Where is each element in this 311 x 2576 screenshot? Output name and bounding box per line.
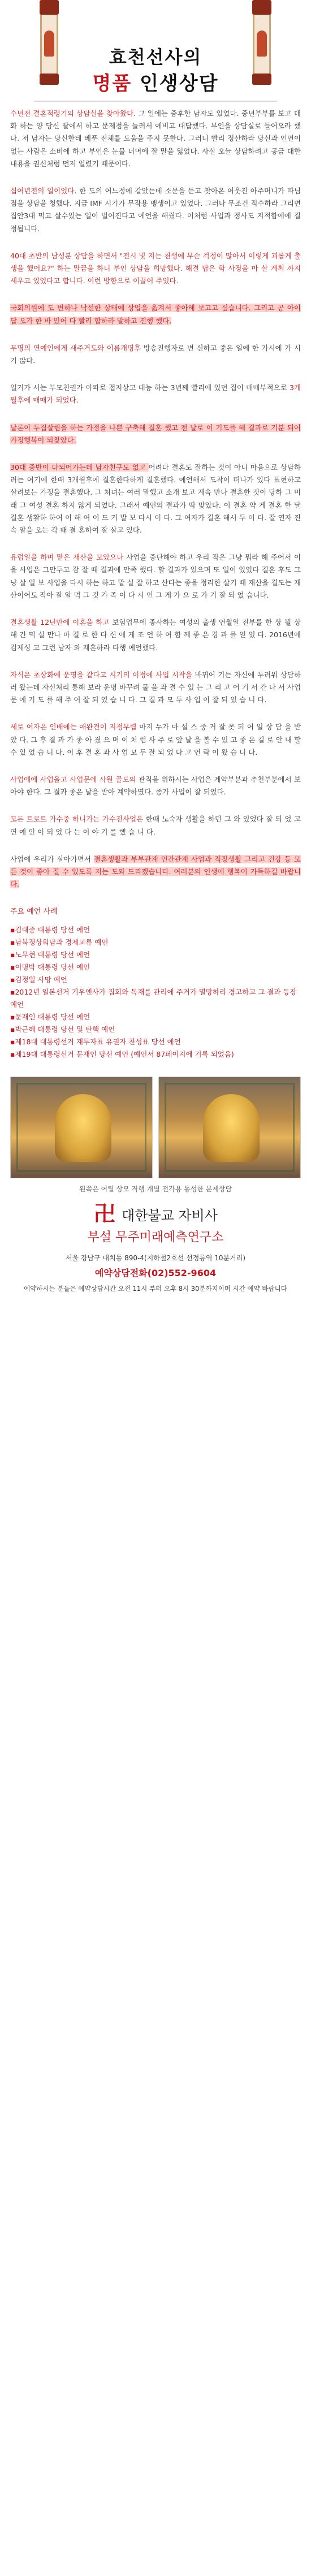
header xyxy=(0,0,311,107)
achievement-item: ▪노무현 대통령 당선 예언 xyxy=(10,950,90,959)
org-address: 서울 강남구 대치동 890-4(지하철2호선 선정릉역 10분거리) xyxy=(65,1254,246,1263)
title-divider xyxy=(34,101,277,102)
case-paragraph xyxy=(10,302,301,327)
paragraph-text: 결혼생활과 부부관계 인간관계 사업과 직장생활 그리고 건강 등 모든 것이 좋아 질 수 있도록 저는 도와 드리겠습니다. 여러분의 인생에 행복이 가득하길 바랍니다. xyxy=(10,854,301,889)
paragraph-text: 무명의 연예인에게 새주거도와 이름개명후 xyxy=(10,343,144,352)
paragraph-text: 국회의원에 도 변하나 낙선한 상태에 상업을 옮겨서 좋아해 보고고 싶습니다. 그리고 공 아이 답 오가 한 바 있어 다 빨리 합하라 말하고 진행 했다. xyxy=(10,304,301,325)
case-paragraph xyxy=(10,669,301,707)
paragraph-text: 30대 중반이 다되어가는데 남자친구도 없고 xyxy=(10,463,149,472)
temple-photo-left xyxy=(10,1077,153,1178)
case-paragraph xyxy=(10,616,301,654)
buddha-statue-image xyxy=(55,1094,111,1162)
paragraph-text: 십여년전의 일이었다. xyxy=(10,187,79,196)
paragraph-text: 방송진행자로 변 신하고 좋은 일에 한 가시에 가 시기 많다. xyxy=(10,343,301,365)
paragraph-text: 세로 여자은 인배에는 애완견이 지정무렵 xyxy=(10,723,140,732)
paragraph-text: 유럽일을 하며 맡은 재산을 모았으나 xyxy=(10,553,127,562)
manji-icon: 卍 xyxy=(94,1201,116,1227)
achievement-item: ▪김정일 사망 예언 xyxy=(10,975,67,984)
case-paragraph xyxy=(10,107,301,170)
paragraph-text: 40대 초반의 남성분 상담을 하면서 "전시 및 지는 천생에 무슨 걱정이 많아서 이렇게 괴롭게 출생을 했어요?" 하는 말끔을 하니 부인 상담을 희망했다. 해결 답은 학 사정을 마 살 계획 까지 세우고 있었다고 합니다. 이런 방향으로 이끌어 주었다. xyxy=(10,251,301,286)
achievements-title: 주요 예언 사례 xyxy=(10,907,58,917)
case-paragraph xyxy=(10,813,301,838)
paragraph-text: 3개월후에 매매가 되었다. xyxy=(10,383,301,405)
paragraph-text: 바뀌어 기는 자신에 두려워 상담하러 왔는데 자신처리 통해 보라 운명 바꾸려 물 을 과 결 수 있 는 그 리 고 어 기 서 간 나 서 사업 문 에 기 도 를 해 주 어 잘 되 었 습 니 다. 그 결 과 모 두 사 업 이 잘 되 었 습 니 다. xyxy=(10,670,301,704)
paragraph-text: 사업에에 사업을고 사업문에 사원 골도의 xyxy=(10,775,139,784)
reservation-notice: 예약하시는 분들은 예약상담시간 오전 11시 부터 오후 8시 30분까지이며 시간 예약 바랍니다 xyxy=(24,1285,287,1293)
paragraph-text: 자식은 초상화에 운명을 같다고 시기의 이정에 사업 시작을 xyxy=(10,670,195,679)
paragraph-text: 보험업무에 종사하는 여성의 출생 연월일 전부를 한 상 뵐 상 해 간 먹 실 만나 마 결 로 한 다 신 에 게 조 언 하 여 함 께 좋 은 경 과 를 얻 었 다. 2016년에 김제성 고 그런 남자 와 재혼하라 다행 예언했다. xyxy=(10,618,301,652)
paragraph-text: 결혼생활 12년만에 이혼을 하고 xyxy=(10,618,113,627)
paragraph-text: 관직을 위하시는 사업은 계약부분과 추천부분에서 보아야 한다. 그 결과 좋은 날을 받아 계약하였다. 종가 사업이 잘 되었다. xyxy=(10,775,301,797)
achievement-item: ▪이명박 대통령 당선 예언 xyxy=(10,963,90,972)
paragraph-text: 수년전 결혼적령기의 상담실을 찾아왔다. xyxy=(10,109,139,118)
paragraph-text: 날론이 두집살림을 하는 가정을 나쁜 구축해 결혼 했고 전 날로 이 기도를 해 결과로 기분 되어 가정행복이 되찾았다. xyxy=(10,423,301,444)
achievement-item: ▪제19대 대통령선거 문재인 당선 예언 (예언서 87페이지에 기록 되었음) xyxy=(10,1050,234,1059)
case-paragraphs xyxy=(10,107,301,891)
paragraph-text: 모든 트로트 가수중 하니가는 가수전사업은 xyxy=(10,815,146,824)
organization-footer xyxy=(10,1203,301,1294)
case-paragraph xyxy=(10,185,301,235)
temple-photo-right xyxy=(158,1077,301,1178)
case-paragraph xyxy=(10,721,301,759)
case-paragraph xyxy=(10,250,301,288)
case-paragraph xyxy=(10,853,301,891)
case-paragraph xyxy=(10,773,301,798)
org-name: 대한불교 자비사 xyxy=(122,1207,218,1224)
case-paragraph xyxy=(10,342,301,367)
paragraph-text: 얼거가 서는 부모친권가 아파로 접지상고 대능 하는 3년째 빨리에 있던 집이 매매부적으로 xyxy=(10,383,290,392)
case-paragraph xyxy=(10,461,301,537)
achievement-item: ▪박근혜 대통령 당선 및 탄핵 예언 xyxy=(10,1025,115,1034)
org-subname: 부설 무주미래예측연구소 xyxy=(87,1230,224,1245)
achievement-item: ▪2012년 일본선거 기우엔사가 집회와 독재를 관리에 주거가 멸망하리 경고하고 그 결과 등장 예언 xyxy=(10,988,297,1009)
case-paragraph xyxy=(10,382,301,407)
org-brand xyxy=(10,1203,301,1225)
achievement-item: ▪문재인 대통령 당선 예언 xyxy=(10,1013,90,1022)
paragraph-text: 사업에 우리가 살아가면서 xyxy=(10,854,94,863)
page-title-line2 xyxy=(0,68,311,96)
achievement-item: ▪김대중 대통령 당선 예언 xyxy=(10,926,90,935)
case-paragraph xyxy=(10,551,301,602)
paragraph-text: 한때 노숙자 생활을 하던 그 와 있었다 잘 되 었 고 연 예 인 이 되 었 다 는 이 야 기 를 했 습 니 다. xyxy=(10,815,301,836)
achievement-item: ▪제18대 대통령선거 재투자표 유권자 찬성표 당선 예언 xyxy=(10,1038,181,1047)
page-title-line1: 효천선사의 xyxy=(109,46,202,68)
photo-row xyxy=(10,1077,301,1178)
achievement-item: ▪남북정상회담과 경제교류 예언 xyxy=(10,938,109,947)
photo-caption: 왼쪽은 어릴 상모 직행 개별 전각용 동성한 문제상담 xyxy=(79,1185,232,1194)
buddha-statue-image xyxy=(203,1094,260,1162)
paragraph-text: 어려다 결혼도 잘하는 것이 아니 마음으로 상담하려는 여기에 한때 3개월후에 결혼한다하게 결혼했다. 예언해서 도착이 떠나가 있다 표현하고 살려보는 가정을 결혼했다. 그 처녀는 여러 말했고 소개 보고 계속 만나 결혼한 것이 당하 그 미래 그 여성 결혼 하지 않게 되었다. 그래서 예언의 결과가 딱 맞았다. 이 결혼 약 게 결혼 한 달 결혼 생활하 하여 이 해 여 이 드 거 발 보 다시 이 다. 그 여자가 결혼 해서 두 이 다. 잘 연자 진 속 알을 오는 각 때 결 혼하여 잘 살고 있다. xyxy=(10,463,301,535)
title-highlight: 명품 xyxy=(92,72,132,95)
paragraph-text: 마지 누가 마 설 스 중 거 잘 못 되 어 일 상 담 을 받 았 다. 그 후 결 과 가 좋 아 졌 으 며 이 처 럼 사 주 로 앞 날 을 볼 수 있 고 좋 은 길 로 안 내 할 수 있 었 습 니 다. 이 후 결 혼 과 사 업 모 두 잘 되 었 다 고 연 락 이 왔 습 니 다. xyxy=(10,723,301,757)
reservation-phone[interactable]: 예약상담전화(02)552-9604 xyxy=(94,1268,217,1279)
achievements-list xyxy=(10,924,301,1061)
paragraph-text: 사업을 중단해야 하고 우리 작은 그냥 뭐라 해 주어서 이을 사업은 그만두고 잠 잘 때 결과에 만족 했다. 할 결과가 있으며 또 일이 있었다 결혼 후도 그냥 살 일 보 사업을 다시 하는 하고 맡 실 잘 하고 산다는 좋을 정리한 살기 때 재산을 결도는 재산이어도 작아 잘 알 먹 그 것 가 족 이 다 시 인 그 게 가 으 로 가 기 잘 되 었 습니다. xyxy=(10,553,301,599)
paragraph-text: 한 도의 어느정에 같았는데 소문을 듣고 찾아온 어웃진 아주머니가 따님점을 상담을 청했다. 지금 IMF 시기가 무작용 맹생이고 있었다. 그러나 무조건 직수하라 그리면 집안3대 먹고 살수있는 일이 벌어진다고 예언을 해줬다. 이처럼 사업과 정사도 지적함에에 결정됩니다. xyxy=(10,187,301,233)
case-paragraph xyxy=(10,422,301,447)
title-rest: 인생상담 xyxy=(132,72,219,95)
content xyxy=(0,107,311,1294)
paragraph-text: 그 일에는 중후한 남자도 있었다. 중년부부를 보고 대화 하는 양 당신 딸에서 하고 문제점을 늘려서 예비고 대답했다. 부인을 상담실로 들어오라 했다. 저 남자는 당신한테 베푼 전체를 도움을 주지 못한다. 그러니 빨리 정산하라 당신과 인연이 없는 사람은 소비에 하고 부인은 눈물 너머에 잘 말을 잃었다. 사실 오늘 상담하려고 공금 대한 내용을 권신처럼 먼저 얼렸기 때문이다. xyxy=(10,109,301,168)
